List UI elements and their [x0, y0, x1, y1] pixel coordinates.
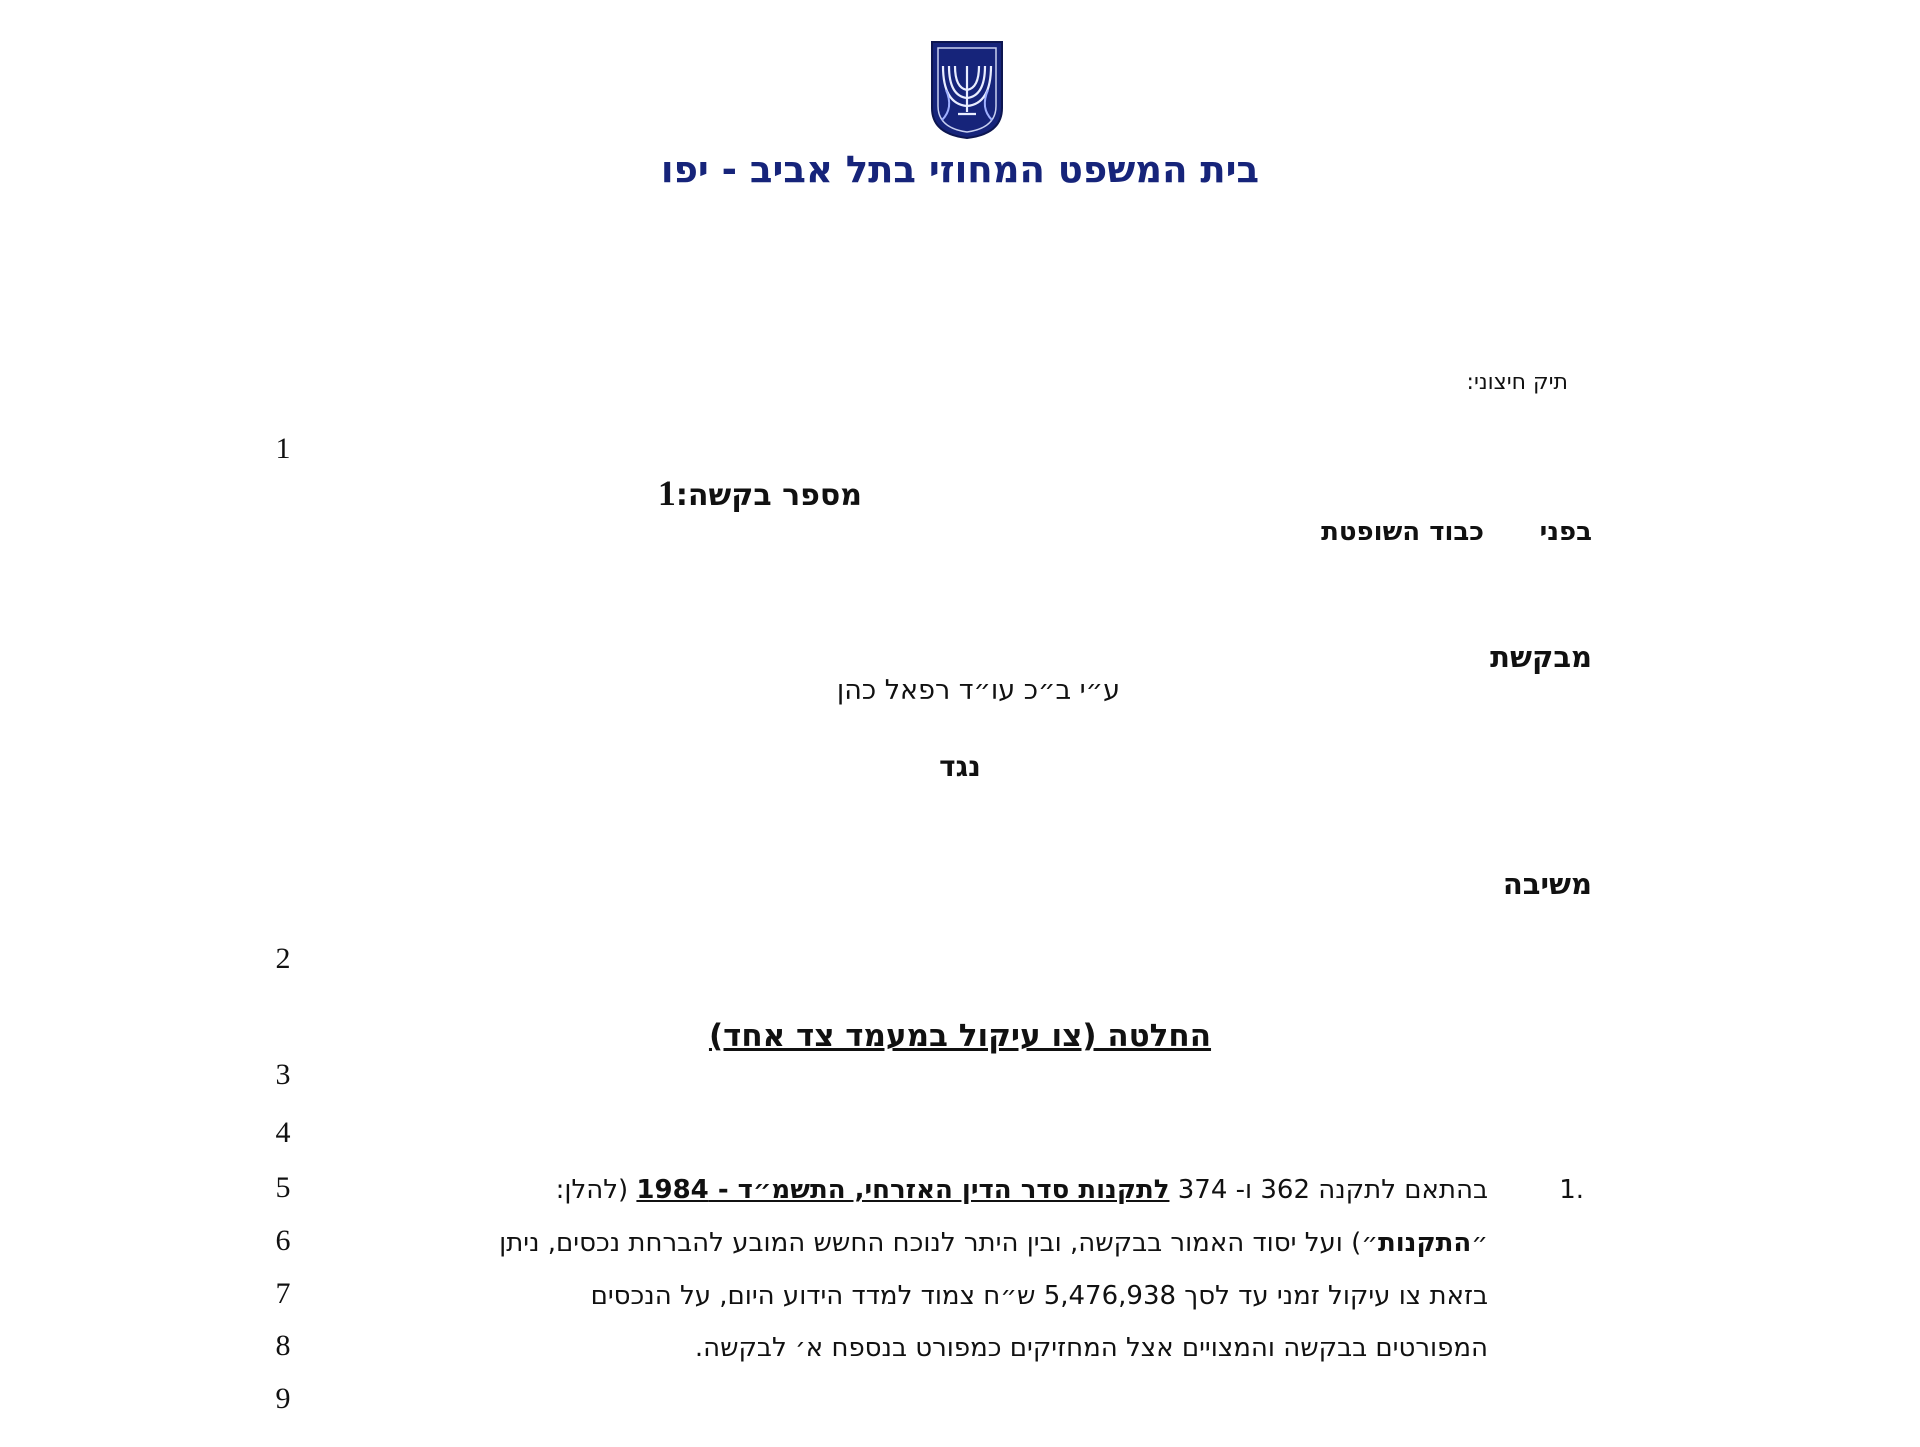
court-name: בית המשפט המחוזי בתל אביב - יפו: [660, 148, 1260, 191]
request-number-value: 1: [657, 473, 676, 513]
versus-label: נגד: [939, 750, 981, 783]
judge-label: כבוד השופטת: [1321, 517, 1484, 547]
decision-title: החלטה (צו עיקול במעמד צד אחד): [708, 1018, 1212, 1054]
applicant-representative: ע״י ב״כ עו״ד רפאל כהן: [836, 675, 1120, 706]
paragraph-text: בהתאם לתקנה 362 ו- 374: [1169, 1175, 1488, 1205]
regulations-reference: לתקנות סדר הדין האזרחי, התשמ״ד - 1984: [636, 1175, 1170, 1205]
line-number: 8: [275, 1329, 291, 1362]
line-number: 5: [275, 1171, 291, 1204]
line-number: 4: [275, 1116, 291, 1149]
paragraph-line: [556, 1175, 1488, 1205]
state-emblem-icon: [928, 38, 1006, 140]
paragraph-text: בזאת צו עיקול זמני עד לסך 5,476,938 ש״ח צמוד למדד הידוע היום, על הנכסים: [590, 1281, 1488, 1311]
paragraph-line: [591, 1281, 1488, 1311]
paragraph-number: 1.: [1559, 1175, 1584, 1205]
external-file-label: תיק חיצוני:: [1466, 370, 1568, 395]
line-number: 9: [275, 1382, 291, 1415]
before-label: בפני: [1539, 517, 1592, 547]
line-number: 6: [275, 1224, 291, 1257]
request-number: [658, 472, 862, 514]
applicant-label: מבקשת: [1490, 640, 1592, 674]
request-number-label: מספר בקשה:: [675, 478, 862, 513]
paragraph-text: (להלן:: [555, 1175, 637, 1205]
paragraph-text: ״) ועל יסוד האמור בבקשה, ובין היתר לנוכח החשש המובע להברחת נכסים, ניתן: [499, 1228, 1378, 1258]
line-number: 1: [275, 432, 291, 465]
paragraph-line: [695, 1333, 1488, 1363]
respondent-label: משיבה: [1502, 867, 1592, 901]
paragraph-line: [499, 1228, 1488, 1258]
paragraph-text: ״: [1471, 1228, 1488, 1258]
paragraph-text: המפורטים בבקשה והמצויים אצל המחזיקים כמפורט בנספח א׳ לבקשה.: [694, 1333, 1488, 1363]
line-number: 2: [275, 942, 291, 975]
line-number: 7: [275, 1277, 291, 1310]
defined-term: התקנות: [1378, 1228, 1472, 1258]
line-number: 3: [275, 1058, 291, 1091]
